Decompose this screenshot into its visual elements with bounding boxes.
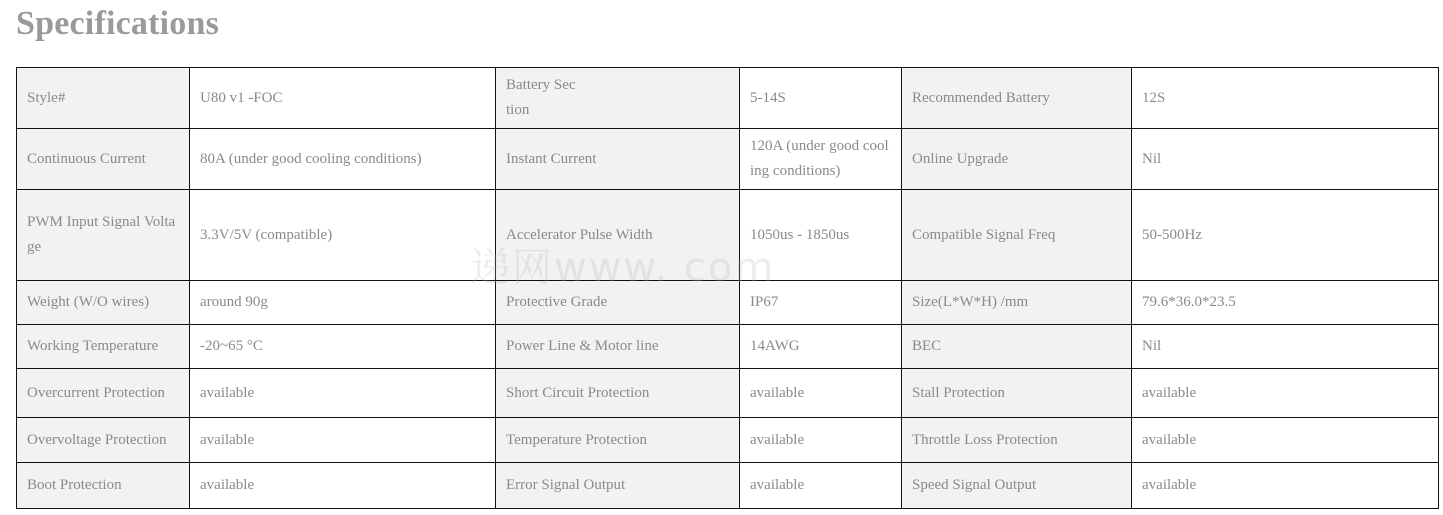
spec-value: around 90g: [190, 281, 496, 325]
spec-value: 3.3V/5V (compatible): [190, 190, 496, 281]
spec-value: Nil: [1132, 129, 1439, 190]
spec-value: available: [1132, 369, 1439, 418]
spec-value: 79.6*36.0*23.5: [1132, 281, 1439, 325]
spec-label: BEC: [902, 325, 1132, 369]
spec-label: Speed Signal Output: [902, 463, 1132, 509]
spec-value: available: [740, 418, 902, 463]
spec-label: Continuous Current: [17, 129, 190, 190]
spec-value: available: [190, 369, 496, 418]
table-row: [17, 190, 1439, 281]
spec-value: Nil: [1132, 325, 1439, 369]
spec-value: 80A (under good cooling conditions): [190, 129, 496, 190]
spec-label: Instant Current: [496, 129, 740, 190]
spec-label: Temperature Protection: [496, 418, 740, 463]
spec-value: 50-500Hz: [1132, 190, 1439, 281]
table-row: [17, 418, 1439, 463]
watermark: 递网www. com: [470, 245, 776, 291]
spec-label: Protective Grade: [496, 281, 740, 325]
spec-label: Size(L*W*H) /mm: [902, 281, 1132, 325]
spec-value: 5-14S: [740, 68, 902, 129]
spec-value: U80 v1 -FOC: [190, 68, 496, 129]
spec-label: Style#: [17, 68, 190, 129]
spec-value: 120A (under good cooling conditions): [740, 129, 902, 190]
spec-value: IP67: [740, 281, 902, 325]
specifications-table: [16, 67, 1439, 509]
spec-label: PWM Input Signal Voltage: [17, 190, 190, 281]
spec-value: 12S: [1132, 68, 1439, 129]
table-row: [17, 281, 1439, 325]
spec-label: Power Line & Motor line: [496, 325, 740, 369]
spec-label: Online Upgrade: [902, 129, 1132, 190]
spec-value: available: [190, 418, 496, 463]
spec-value: available: [740, 369, 902, 418]
spec-label: Throttle Loss Protection: [902, 418, 1132, 463]
spec-label: Overcurrent Protection: [17, 369, 190, 418]
table-row: [17, 325, 1439, 369]
spec-label: Stall Protection: [902, 369, 1132, 418]
table-row: [17, 129, 1439, 190]
spec-label: Boot Protection: [17, 463, 190, 509]
spec-value: -20~65 °C: [190, 325, 496, 369]
spec-value: 1050us - 1850us: [740, 190, 902, 281]
table-row: [17, 463, 1439, 509]
spec-label: Compatible Signal Freq: [902, 190, 1132, 281]
spec-label: Battery Section: [496, 68, 740, 129]
spec-label: Accelerator Pulse Width: [496, 190, 740, 281]
spec-value: available: [740, 463, 902, 509]
spec-label: Recommended Battery: [902, 68, 1132, 129]
table-row: [17, 369, 1439, 418]
spec-label: Working Temperature: [17, 325, 190, 369]
spec-label: Weight (W/O wires): [17, 281, 190, 325]
spec-value: available: [1132, 463, 1439, 509]
table-row: [17, 68, 1439, 129]
spec-value: available: [1132, 418, 1439, 463]
spec-label: Error Signal Output: [496, 463, 740, 509]
spec-value: available: [190, 463, 496, 509]
spec-label: Overvoltage Protection: [17, 418, 190, 463]
spec-label: Short Circuit Protection: [496, 369, 740, 418]
spec-value: 14AWG: [740, 325, 902, 369]
page-title: Specifications: [16, 5, 220, 42]
